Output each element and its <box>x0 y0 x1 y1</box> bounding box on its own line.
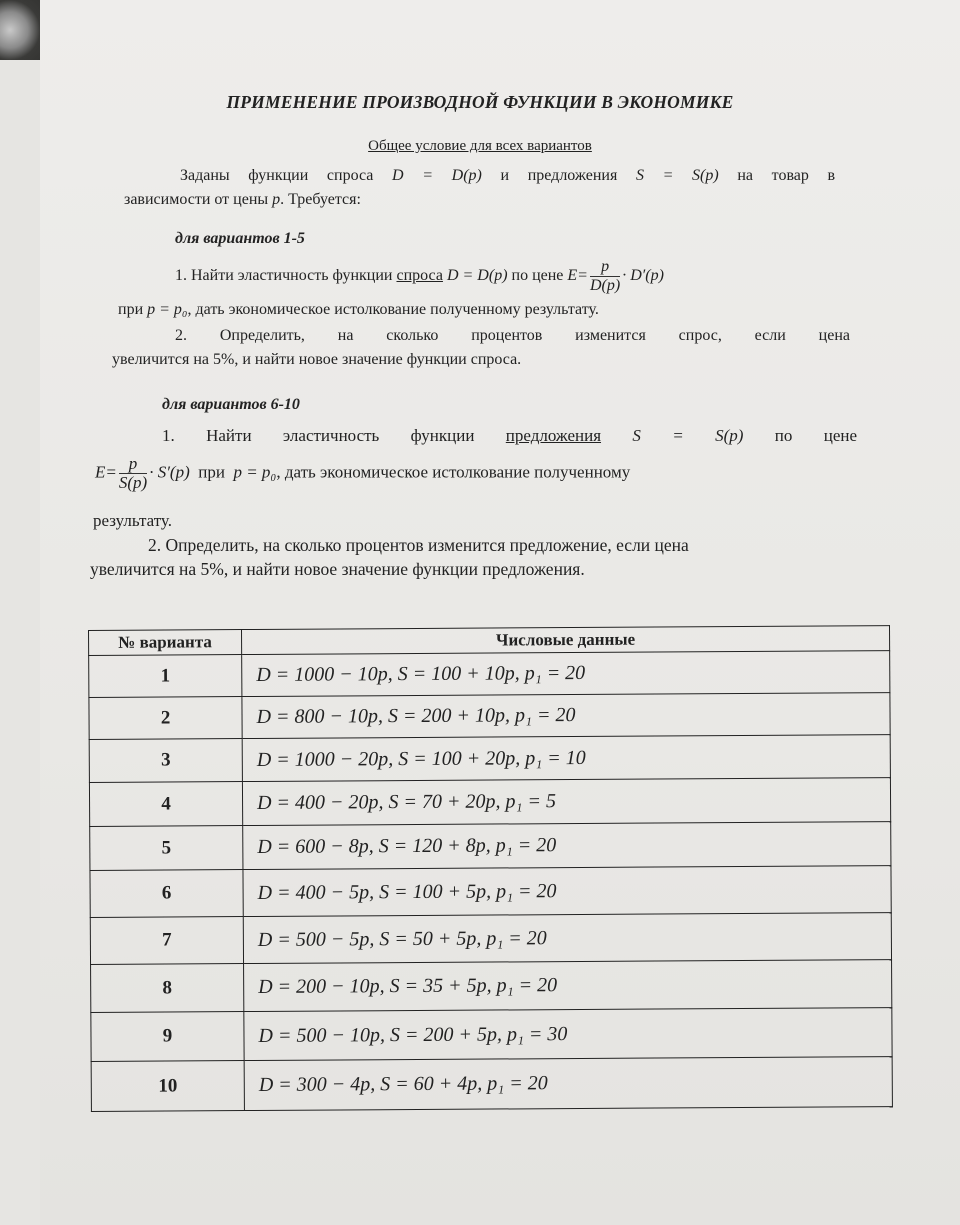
section-1-item-2-cont: увеличится на 5%, и найти новое значение функции спроса. <box>112 351 522 368</box>
variant-number: 3 <box>89 739 242 783</box>
section-1-heading: для вариантов 1-5 <box>175 230 305 247</box>
variant-data: D = 200 − 10p, S = 35 + 5p, p₁ = 20 <box>244 960 892 1012</box>
variant-data: D = 800 − 10p, S = 200 + 10p, p₁ = 20 <box>242 693 890 739</box>
elasticity-fraction <box>590 258 620 295</box>
variant-number: 10 <box>91 1061 244 1112</box>
variant-data: D = 600 − 8p, S = 120 + 8p, p₁ = 20 <box>243 822 891 870</box>
section-2-item-1-end: результату. <box>93 511 172 530</box>
section-2-item-1 <box>162 425 857 447</box>
intro-line-2 <box>124 189 361 211</box>
supply-function: S = S(p) <box>635 167 719 184</box>
variant-number: 8 <box>91 964 244 1013</box>
item-text: , дать экономическое истолкование полученному результату. <box>187 301 599 318</box>
variant-number: 7 <box>90 917 243 965</box>
table-row <box>91 960 892 1013</box>
price-condition: p = p₀ <box>147 301 188 318</box>
document-title: ПРИМЕНЕНИЕ ПРОИЗВОДНОЙ ФУНКЦИИ В ЭКОНОМИКЕ <box>226 92 734 112</box>
table-row <box>90 822 891 871</box>
section-2-item-2-cont: увеличится на 5%, и найти новое значение функции предложения. <box>90 559 585 579</box>
item-text: при <box>198 462 225 482</box>
intro-text: Заданы функции спроса <box>180 167 374 184</box>
underlined-word: спроса <box>396 267 443 285</box>
variant-data: D = 400 − 5p, S = 100 + 5p, p₁ = 20 <box>243 866 891 917</box>
variant-number: 9 <box>91 1012 244 1062</box>
intro-line-1 <box>180 165 835 187</box>
underlined-word: предложения <box>505 426 602 445</box>
section-1-item-2: 2. Определить, на сколько процентов изменится спрос, если цена <box>175 327 850 344</box>
demand-function: D = D(p) <box>446 267 508 285</box>
variant-number: 2 <box>89 697 242 740</box>
intro-text: и предложения <box>500 167 618 184</box>
table-row <box>89 735 890 783</box>
elasticity-fraction <box>119 455 147 492</box>
table-row <box>90 913 891 965</box>
variant-data: D = 400 − 20p, S = 70 + 20p, p₁ = 5 <box>242 778 890 826</box>
section-2-item-1-cont <box>95 455 860 492</box>
variant-data: D = 300 − 4p, S = 60 + 4p, p₁ = 20 <box>244 1057 892 1111</box>
intro-text: зависимости от цены <box>124 191 269 208</box>
fraction-numerator: p <box>590 258 620 277</box>
supply-function: S = S(p) <box>632 426 744 445</box>
table-row <box>89 778 890 827</box>
table-row <box>90 866 891 918</box>
variant-number: 6 <box>90 870 243 918</box>
demand-function: D = D(p) <box>392 167 482 184</box>
elasticity-symbol: E= <box>567 267 588 285</box>
column-header-data: Числовые данные <box>242 626 890 655</box>
variants-table <box>88 625 893 1112</box>
variant-data: D = 500 − 5p, S = 50 + 5p, p₁ = 20 <box>243 913 891 964</box>
table-row <box>91 1057 892 1112</box>
variant-data: D = 500 − 10p, S = 200 + 5p, p₁ = 30 <box>244 1008 892 1061</box>
elasticity-symbol: E= <box>95 462 117 482</box>
variant-number: 5 <box>90 826 243 871</box>
item-text: по цене <box>774 426 858 445</box>
table-row <box>91 1008 892 1062</box>
table-row <box>89 693 890 740</box>
derivative: · D′(p) <box>622 267 664 285</box>
section-2-heading: для вариантов 6-10 <box>162 396 300 413</box>
section-2-item-2: 2. Определить, на сколько процентов изменится предложение, если цена <box>148 535 689 555</box>
item-text: 1. Найти эластичность функции <box>175 267 393 285</box>
general-condition-heading: Общее условие для всех вариантов <box>368 138 592 154</box>
item-text: 1. Найти эластичность функции <box>162 426 475 445</box>
fraction-numerator: p <box>119 455 147 474</box>
item-text: при <box>118 301 144 318</box>
fraction-denominator: D(p) <box>589 277 621 294</box>
table-row <box>89 651 890 698</box>
variant-data: D = 1000 − 20p, S = 100 + 20p, p₁ = 10 <box>242 735 890 782</box>
variant-data: D = 1000 − 10p, S = 100 + 10p, p₁ = 20 <box>242 651 890 697</box>
price-condition: p = p₀ <box>233 462 277 482</box>
column-header-variant: № варианта <box>89 630 242 656</box>
section-1-item-1 <box>175 258 845 295</box>
variant-number: 4 <box>89 782 242 827</box>
section-1-item-1-cont <box>118 299 599 321</box>
variant-number: 1 <box>89 655 242 698</box>
price-variable: p <box>272 191 281 208</box>
intro-text: . Требуется: <box>280 191 361 208</box>
item-text: , дать экономическое истолкование полученному <box>276 462 631 482</box>
derivative: · S′(p) <box>149 462 190 482</box>
intro-text: на товар в <box>737 167 836 184</box>
fraction-denominator: S(p) <box>118 473 148 492</box>
item-text: по цене <box>511 267 564 285</box>
